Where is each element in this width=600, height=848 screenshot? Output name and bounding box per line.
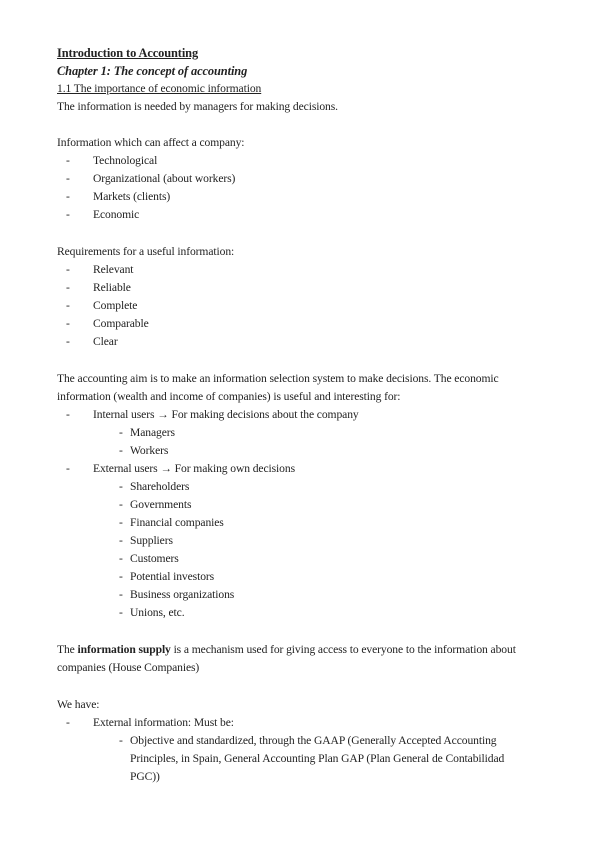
list-item: - Clear [66,335,118,348]
list-item-external-information: - External information: Must be: [66,716,234,729]
list-item: - Suppliers [119,534,173,547]
list-item: - Governments [119,498,192,511]
list-item: - Managers [119,426,175,439]
list-item: - Comparable [66,317,149,330]
accounting-aim-paragraph: The accounting aim is to make an information selection system to make decisions. The economic information (wealth and income of companies) is useful and interesting for: [57,372,499,403]
list-item: - Workers [119,444,169,457]
information-supply-term: information supply [77,643,171,656]
information-supply-paragraph: The information supply is a mechanism used for giving access to everyone to the information about companies (House Companies) [57,643,516,674]
we-have-text: We have: [57,698,100,711]
list-item: - Potential investors [119,570,215,583]
requirements-heading: Requirements for a useful information: [57,245,235,258]
list-item: - Business organizations [119,588,235,601]
list-item: - Financial companies [119,516,224,529]
list-item: - Relevant [66,263,134,276]
list-item: - Customers [119,552,179,565]
list-item: - Markets (clients) [66,190,171,203]
list-item: - Economic [66,208,140,221]
list-item: - Objective and standardized, through the GAAP (Generally Accepted Accounting Principles, in Spain, General Accounting Plan GAP (Plan General de Contabilidad PGC)) [119,734,505,783]
list-item: - Complete [66,299,138,312]
list-item: - Technological [66,154,158,167]
list-item: - Unions, etc. [119,606,185,619]
intro-text: The information is needed by managers for making decisions. [57,100,338,113]
affect-heading: Information which can affect a company: [57,136,245,149]
document-title: Introduction to Accounting [57,46,199,60]
list-item: - Shareholders [119,480,190,493]
list-item: - Organizational (about workers) [66,172,236,185]
chapter-heading: Chapter 1: The concept of accounting [57,64,248,78]
section-heading: 1.1 The importance of economic information [57,82,262,95]
document-page [57,44,557,786]
list-item-internal-users: - Internal users → For making decisions about the company [66,408,359,421]
list-item-external-users: - External users → For making own decisions [66,462,295,475]
list-item: - Reliable [66,281,131,294]
